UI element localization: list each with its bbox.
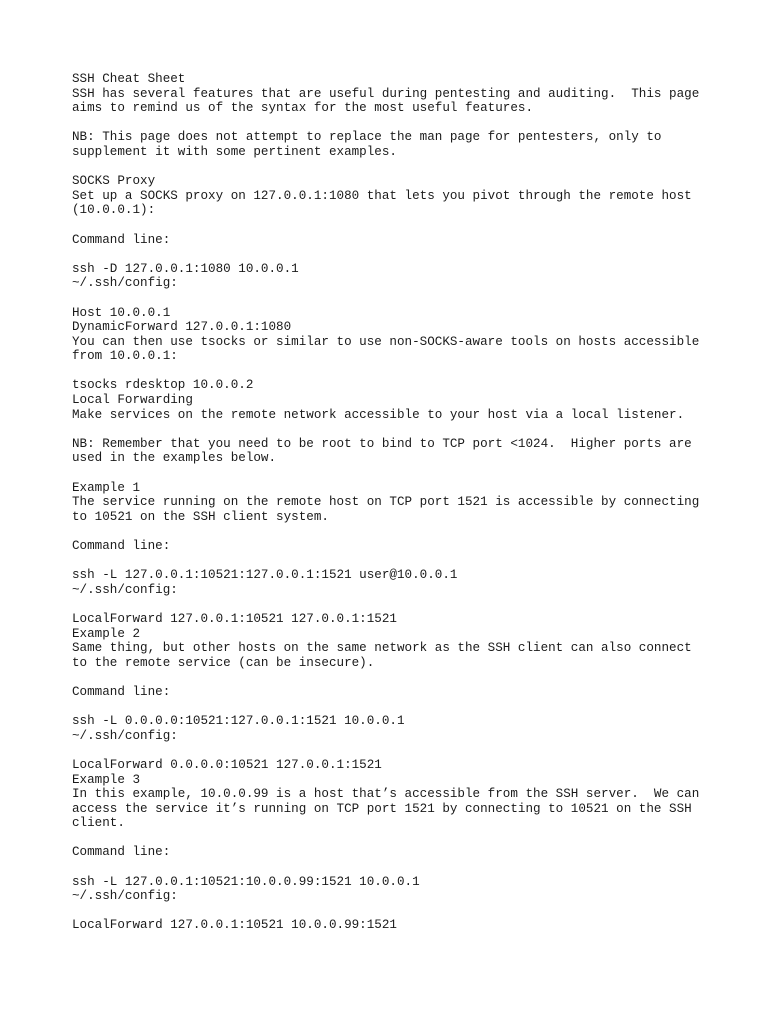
text-line: Local Forwarding xyxy=(72,393,193,408)
blank-line xyxy=(72,466,712,481)
text-line: used in the examples below. xyxy=(72,451,277,466)
blank-line xyxy=(72,364,712,379)
text-line: Set up a SOCKS proxy on 127.0.0.1:1080 that lets you pivot through the remote host xyxy=(72,188,692,203)
text-line: ssh -L 127.0.0.1:10521:10.0.0.99:1521 10.0.0.1 xyxy=(72,874,420,889)
text-line: Command line: xyxy=(72,232,171,247)
text-line: Example 3 xyxy=(72,772,141,787)
blank-line xyxy=(72,247,712,262)
text-line: Command line: xyxy=(72,845,171,860)
blank-line xyxy=(72,597,712,612)
text-line: The service running on the remote host on TCP port 1521 is accessible by connecting xyxy=(72,495,700,510)
text-line: supplement it with some pertinent examples. xyxy=(72,144,397,159)
text-line: Command line: xyxy=(72,539,171,553)
text-line: ~/.ssh/config: xyxy=(72,889,178,904)
text-line: access the service it’s running on TCP port 1521 by connecting to 10521 on the SSH xyxy=(72,801,692,816)
text-line: DynamicForward 127.0.0.1:1080 xyxy=(72,320,292,335)
blank-line xyxy=(72,218,712,233)
text-line: LocalForward 0.0.0.0:10521 127.0.0.1:1521 xyxy=(72,757,382,772)
text-line: tsocks rdesktop 10.0.0.2 xyxy=(72,378,254,393)
text-line: ssh -L 127.0.0.1:10521:127.0.0.1:1521 user@10.0.0.1 xyxy=(72,568,458,583)
text-line: Example 2 xyxy=(72,626,141,641)
text-line: ~/.ssh/config: xyxy=(72,728,178,743)
text-line: Example 1 xyxy=(72,480,141,495)
text-line: Make services on the remote network accessible to your host via a local listener. xyxy=(72,407,685,422)
text-line: SSH has several features that are useful during pentesting and auditing. This page xyxy=(72,86,700,101)
text-line: NB: Remember that you need to be root to bind to TCP port <1024. Higher ports are xyxy=(72,436,692,451)
blank-line xyxy=(72,422,712,437)
blank-line xyxy=(72,700,712,715)
text-line: In this example, 10.0.0.99 is a host that’s accessible from the SSH server. We can xyxy=(72,787,700,802)
text-line: LocalForward 127.0.0.1:10521 127.0.0.1:1521 xyxy=(72,611,397,626)
blank-line xyxy=(72,524,712,539)
blank-line xyxy=(72,904,712,919)
document-page xyxy=(72,72,712,933)
text-line: ~/.ssh/config: xyxy=(72,582,178,597)
text-line: You can then use tsocks or similar to use non-SOCKS-aware tools on hosts accessible xyxy=(72,334,700,349)
text-line: SSH Cheat Sheet xyxy=(72,72,186,86)
text-line: LocalForward 127.0.0.1:10521 10.0.0.99:1521 xyxy=(72,918,397,933)
blank-line xyxy=(72,554,712,569)
text-line: from 10.0.0.1: xyxy=(72,349,178,364)
blank-line xyxy=(72,160,712,175)
text-line: ~/.ssh/config: xyxy=(72,276,178,291)
blank-line xyxy=(72,670,712,685)
text-line: to 10521 on the SSH client system. xyxy=(72,509,329,524)
text-line: Host 10.0.0.1 xyxy=(72,305,171,320)
text-line: SOCKS Proxy xyxy=(72,174,156,189)
blank-line xyxy=(72,743,712,758)
text-line: client. xyxy=(72,816,125,831)
text-line: (10.0.0.1): xyxy=(72,203,156,218)
text-line: to the remote service (can be insecure). xyxy=(72,655,375,670)
text-line: aims to remind us of the syntax for the most useful features. xyxy=(72,101,534,116)
blank-line xyxy=(72,831,712,846)
text-line: ssh -L 0.0.0.0:10521:127.0.0.1:1521 10.0.0.1 xyxy=(72,714,405,729)
text-line: NB: This page does not attempt to replace the man page for pentesters, only to xyxy=(72,130,662,145)
blank-line xyxy=(72,860,712,875)
blank-line xyxy=(72,291,712,306)
blank-line xyxy=(72,116,712,131)
text-line: ssh -D 127.0.0.1:1080 10.0.0.1 xyxy=(72,261,299,276)
text-line: Command line: xyxy=(72,684,171,699)
text-line: Same thing, but other hosts on the same network as the SSH client can also connect xyxy=(72,641,692,656)
